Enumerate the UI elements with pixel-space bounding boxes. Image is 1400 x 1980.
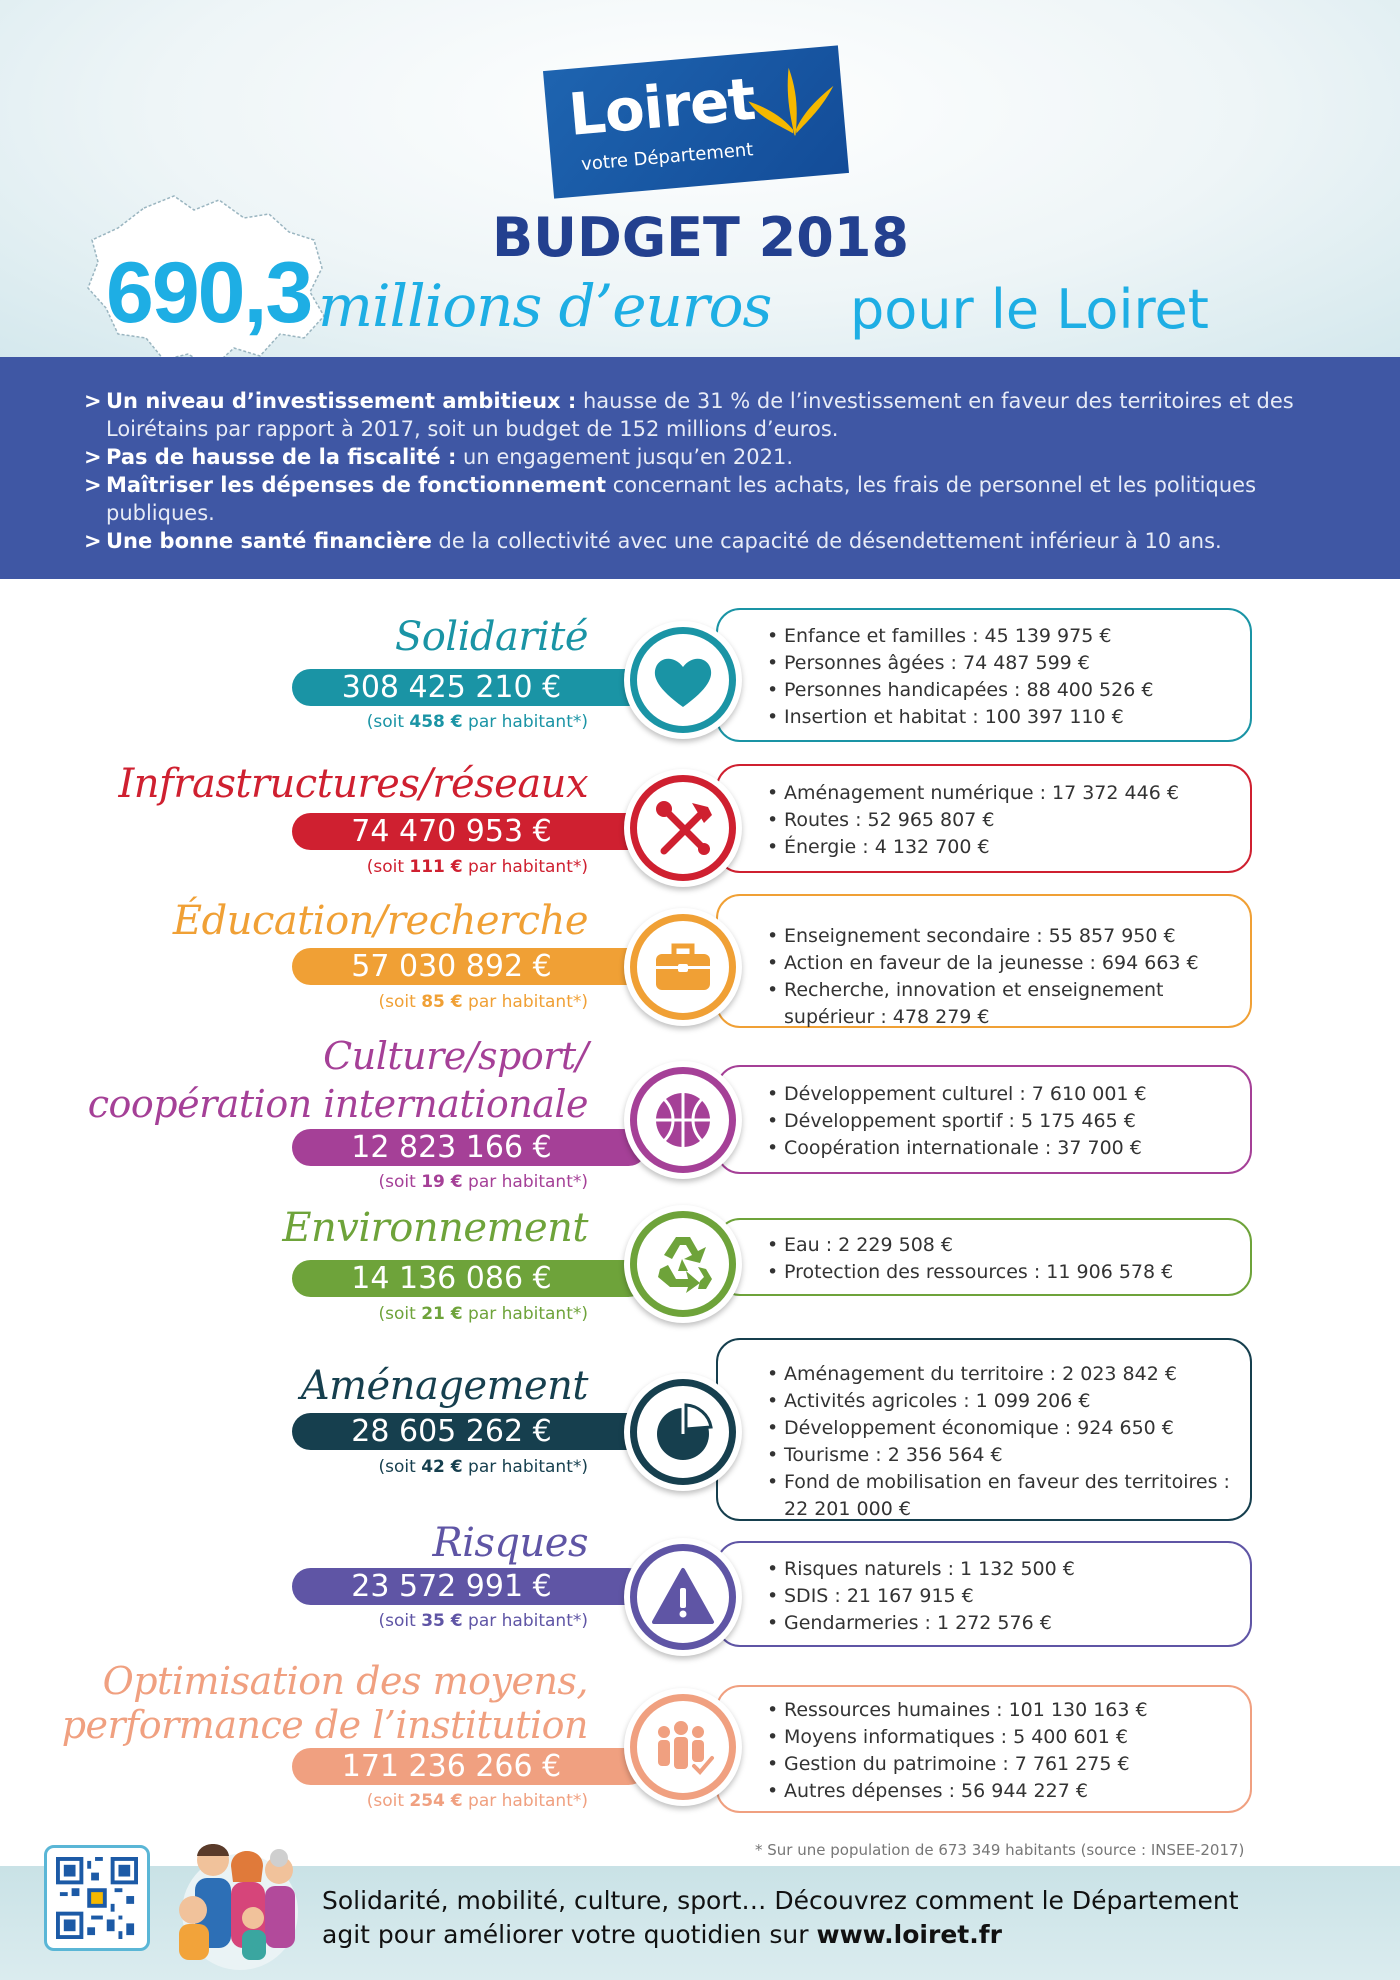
- per-habitant: [367, 857, 588, 877]
- detail-item: • Personnes handicapées : 88 400 526 €: [784, 677, 1240, 704]
- detail-item: • Activités agricoles : 1 099 206 €: [784, 1388, 1240, 1415]
- per-habitant-value: 19 €: [421, 1172, 463, 1192]
- highlight-item: [84, 387, 1320, 443]
- loiret-logo[interactable]: [543, 45, 849, 198]
- per-habitant-value: 21 €: [421, 1304, 463, 1324]
- highlight-title: Pas de hausse de la fiscalité :: [106, 445, 457, 469]
- category-amount: 23 572 991 €: [292, 1568, 647, 1605]
- detail-list: [718, 1067, 1250, 1162]
- detail-item: • Ressources humaines : 101 130 163 €: [784, 1697, 1240, 1724]
- category-name: performance de l’institution: [61, 1703, 588, 1747]
- highlight-title: Maîtriser les dépenses de fonctionnement: [106, 473, 607, 497]
- category-details: [716, 1218, 1252, 1296]
- detail-item: • Enseignement secondaire : 55 857 950 €: [784, 923, 1240, 950]
- people-icon: [648, 1712, 718, 1782]
- detail-item: • Routes : 52 965 807 €: [784, 807, 1240, 834]
- category-icon-badge: [624, 1061, 742, 1179]
- highlight-item: [84, 443, 1320, 471]
- detail-item: • Protection des ressources : 11 906 578 €: [784, 1259, 1240, 1286]
- per-habitant-close: par habitant*): [462, 857, 588, 877]
- category-icon-badge: [624, 1373, 742, 1491]
- category-icon-badge: [624, 908, 742, 1026]
- per-habitant-close: par habitant*): [462, 1304, 588, 1324]
- detail-item: • Eau : 2 229 508 €: [784, 1232, 1240, 1259]
- detail-item: • Aménagement du territoire : 2 023 842 €: [784, 1361, 1240, 1388]
- detail-item: • Énergie : 4 132 700 €: [784, 834, 1240, 861]
- qr-code[interactable]: [44, 1845, 150, 1951]
- per-habitant-open: (soit: [378, 992, 422, 1012]
- highlight-item: [84, 471, 1320, 527]
- per-habitant-close: par habitant*): [462, 1791, 588, 1811]
- fleur-de-lys-icon: [743, 60, 840, 148]
- category-details: [716, 1065, 1252, 1174]
- highlight-prefix: >: [84, 529, 102, 553]
- category-details: [716, 1685, 1252, 1813]
- per-habitant-value: 42 €: [421, 1457, 463, 1477]
- per-habitant-open: (soit: [366, 857, 410, 877]
- per-habitant-open: (soit: [378, 1457, 422, 1477]
- per-habitant: [379, 1304, 588, 1324]
- detail-list: [718, 1340, 1250, 1523]
- category-amount: 74 470 953 €: [292, 813, 647, 850]
- category-name: coopération internationale: [87, 1082, 588, 1126]
- category-amount: 12 823 166 €: [292, 1129, 647, 1166]
- category-icon-badge: [624, 769, 742, 887]
- detail-item: • Fond de mobilisation en faveur des territoires : 22 201 000 €: [784, 1469, 1240, 1523]
- category-name: Environnement: [282, 1205, 588, 1251]
- detail-item: • Gestion du patrimoine : 7 761 275 €: [784, 1751, 1240, 1778]
- category-amount: 308 425 210 €: [292, 669, 647, 706]
- category-name: Infrastructures/réseaux: [118, 761, 588, 807]
- family-illustration: [165, 1822, 315, 1972]
- tools-icon: [648, 793, 718, 863]
- footer-line-2-text: agit pour améliorer votre quotidien sur: [322, 1920, 817, 1949]
- detail-list: [718, 610, 1250, 731]
- per-habitant-value: 254 €: [409, 1791, 463, 1811]
- budget-unit: millions d’euros: [318, 272, 772, 340]
- category-name: Culture/sport/: [323, 1034, 588, 1078]
- highlight-text: de la collectivité avec une capacité de désendettement inférieur à 10 ans.: [431, 529, 1222, 553]
- website-link[interactable]: www.loiret.fr: [816, 1920, 1002, 1949]
- per-habitant: [379, 1611, 588, 1631]
- detail-item: • Tourisme : 2 356 564 €: [784, 1442, 1240, 1469]
- detail-item: • Développement culturel : 7 610 001 €: [784, 1081, 1240, 1108]
- highlight-title: Un niveau d’investissement ambitieux :: [106, 389, 577, 413]
- footnote: * Sur une population de 673 349 habitants (source : INSEE-2017): [755, 1841, 1245, 1859]
- highlight-text: concernant les achats, les frais de personnel et les politiques publiques.: [106, 473, 1257, 525]
- highlights-band: [0, 357, 1400, 579]
- highlight-text: hausse de 31 % de l’investissement en faveur des territoires et des Loirétains par rapport à 2017, soit un budget de 152 millions d’euros.: [106, 389, 1294, 441]
- per-habitant-open: (soit: [378, 1172, 422, 1192]
- category-icon-badge: [624, 1205, 742, 1323]
- per-habitant-open: (soit: [378, 1611, 422, 1631]
- highlight-prefix: >: [84, 473, 102, 497]
- detail-item: • Risques naturels : 1 132 500 €: [784, 1556, 1240, 1583]
- highlight-item: [84, 527, 1320, 555]
- per-habitant-close: par habitant*): [462, 992, 588, 1012]
- detail-item: • Insertion et habitat : 100 397 110 €: [784, 704, 1240, 731]
- category-amount: 14 136 086 €: [292, 1260, 647, 1297]
- logo-subtitle: votre Département: [580, 139, 755, 176]
- detail-item: • Moyens informatiques : 5 400 601 €: [784, 1724, 1240, 1751]
- detail-item: • Recherche, innovation et enseignement supérieur : 478 279 €: [784, 977, 1240, 1031]
- detail-list: [718, 1543, 1250, 1637]
- footer-line-2: [322, 1918, 1239, 1952]
- highlight-title: Une bonne santé financière: [106, 529, 432, 553]
- detail-item: • Action en faveur de la jeunesse : 694 663 €: [784, 950, 1240, 977]
- category-name: Éducation/recherche: [172, 898, 588, 944]
- per-habitant: [379, 1457, 588, 1477]
- budget-amount: 690,3: [106, 245, 312, 341]
- warning-icon: [648, 1562, 718, 1632]
- category-name: Risques: [432, 1520, 588, 1566]
- briefcase-icon: [648, 932, 718, 1002]
- highlight-prefix: >: [84, 445, 102, 469]
- per-habitant: [367, 712, 588, 732]
- detail-item: • Personnes âgées : 74 487 599 €: [784, 650, 1240, 677]
- category-icon-badge: [624, 621, 742, 739]
- highlight-prefix: >: [84, 389, 102, 413]
- detail-item: • Développement économique : 924 650 €: [784, 1415, 1240, 1442]
- per-habitant-close: par habitant*): [462, 712, 588, 732]
- per-habitant: [379, 992, 588, 1012]
- per-habitant: [367, 1791, 588, 1811]
- per-habitant-value: 111 €: [409, 857, 463, 877]
- category-icon-badge: [624, 1688, 742, 1806]
- footer-line-1: Solidarité, mobilité, culture, sport… Découvrez comment le Département: [322, 1886, 1239, 1915]
- per-habitant: [379, 1172, 588, 1192]
- category-details: [716, 764, 1252, 873]
- per-habitant-value: 458 €: [409, 712, 463, 732]
- detail-item: • Enfance et familles : 45 139 975 €: [784, 623, 1240, 650]
- per-habitant-open: (soit: [378, 1304, 422, 1324]
- footer-text: [322, 1884, 1239, 1952]
- budget-title: BUDGET 2018: [492, 206, 909, 269]
- per-habitant-value: 35 €: [421, 1611, 463, 1631]
- recycle-icon: [648, 1229, 718, 1299]
- per-habitant-open: (soit: [366, 712, 410, 732]
- detail-list: [718, 896, 1250, 1031]
- category-details: [716, 1338, 1252, 1521]
- detail-item: • Développement sportif : 5 175 465 €: [784, 1108, 1240, 1135]
- per-habitant-value: 85 €: [421, 992, 463, 1012]
- category-amount: 28 605 262 €: [292, 1413, 647, 1450]
- detail-item: • Coopération internationale : 37 700 €: [784, 1135, 1240, 1162]
- per-habitant-close: par habitant*): [462, 1172, 588, 1192]
- per-habitant-open: (soit: [366, 1791, 410, 1811]
- detail-list: [718, 766, 1250, 861]
- detail-item: • Autres dépenses : 56 944 227 €: [784, 1778, 1240, 1805]
- budget-suffix: pour le Loiret: [850, 278, 1209, 341]
- basketball-icon: [648, 1085, 718, 1155]
- per-habitant-close: par habitant*): [462, 1457, 588, 1477]
- highlight-text: un engagement jusqu’en 2021.: [456, 445, 794, 469]
- detail-list: [718, 1220, 1250, 1286]
- detail-item: • Aménagement numérique : 17 372 446 €: [784, 780, 1240, 807]
- category-amount: 171 236 266 €: [292, 1748, 647, 1785]
- category-amount: 57 030 892 €: [292, 948, 647, 985]
- logo-name: Loiret: [565, 64, 758, 149]
- detail-item: • Gendarmeries : 1 272 576 €: [784, 1610, 1240, 1637]
- per-habitant-close: par habitant*): [462, 1611, 588, 1631]
- category-details: [716, 894, 1252, 1028]
- pie-chart-icon: [648, 1397, 718, 1467]
- qr-code-icon: [56, 1857, 138, 1939]
- category-name: Optimisation des moyens,: [102, 1659, 588, 1703]
- category-details: [716, 1541, 1252, 1647]
- heart-icon: [648, 645, 718, 715]
- category-name: Aménagement: [300, 1363, 588, 1409]
- detail-item: • SDIS : 21 167 915 €: [784, 1583, 1240, 1610]
- category-details: [716, 608, 1252, 742]
- category-name: Solidarité: [394, 614, 588, 660]
- category-icon-badge: [624, 1538, 742, 1656]
- detail-list: [718, 1687, 1250, 1805]
